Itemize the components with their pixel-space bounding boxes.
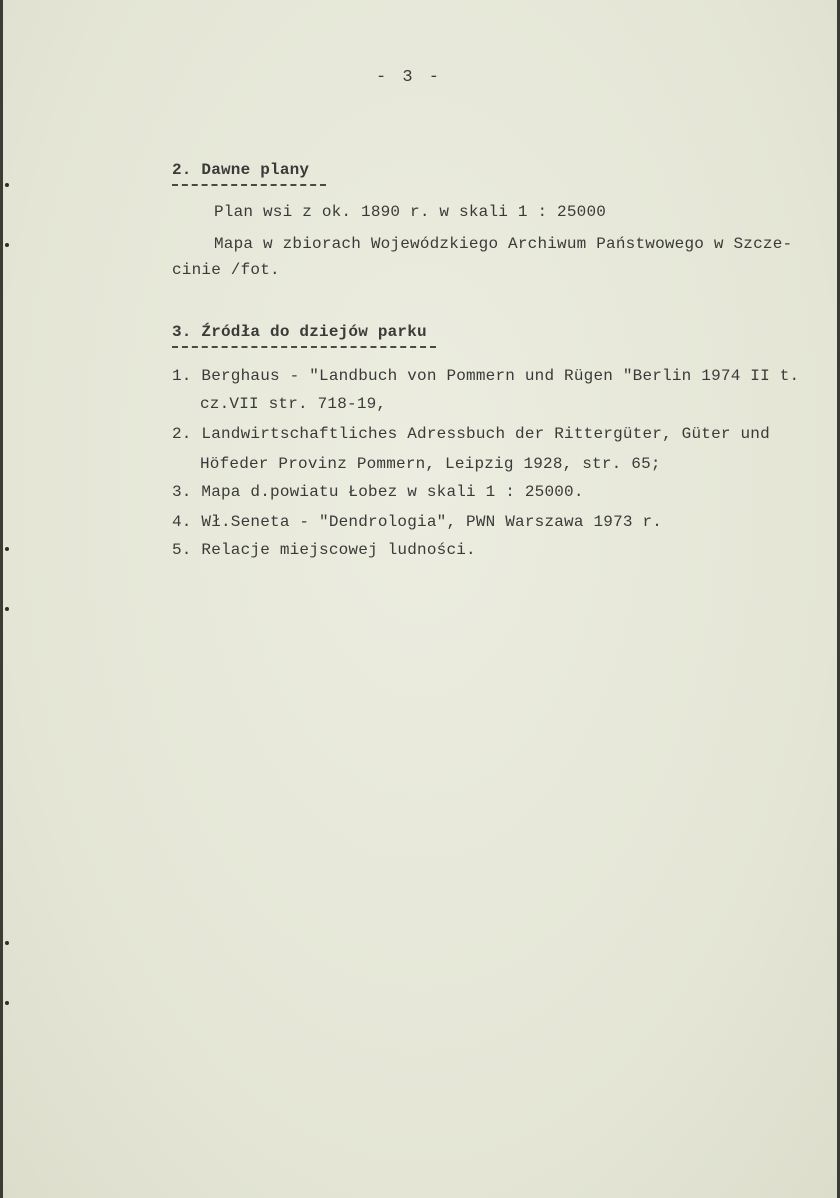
plans-line-3: cinie /fot. — [172, 261, 280, 279]
punch-hole-mark — [5, 1001, 9, 1005]
source-item-1-line-2: cz.VII str. 718-19, — [200, 395, 387, 413]
punch-hole-mark — [5, 941, 9, 945]
punch-hole-mark — [5, 243, 9, 247]
punch-hole-mark — [5, 547, 9, 551]
source-item-3: 3. Mapa d.powiatu Łobez w skali 1 : 25000. — [172, 483, 584, 501]
punch-hole-mark — [5, 183, 9, 187]
source-item-4: 4. Wł.Seneta - "Dendrologia", PWN Warszawa 1973 r. — [172, 513, 663, 531]
heading-underline — [172, 184, 326, 186]
heading-underline — [172, 346, 436, 348]
page-number: - 3 - — [376, 68, 443, 87]
source-item-2-line-1: 2. Landwirtschaftliches Adressbuch der Rittergüter, Güter und — [172, 425, 770, 443]
section-heading-sources: 3. Źródła do dziejów parku — [172, 323, 427, 341]
source-item-1-line-1: 1. Berghaus - "Landbuch von Pommern und Rügen "Berlin 1974 II t. — [172, 367, 800, 385]
plans-line-1: Plan wsi z ok. 1890 r. w skali 1 : 25000 — [214, 203, 607, 221]
plans-line-2: Mapa w zbiorach Wojewódzkiego Archiwum Państwowego w Szcze- — [214, 235, 793, 253]
punch-hole-mark — [5, 607, 9, 611]
source-item-2-line-2: Höfeder Provinz Pommern, Leipzig 1928, str. 65; — [200, 455, 661, 473]
source-item-5: 5. Relacje miejscowej ludności. — [172, 541, 476, 559]
section-heading-plans: 2. Dawne plany — [172, 161, 310, 179]
